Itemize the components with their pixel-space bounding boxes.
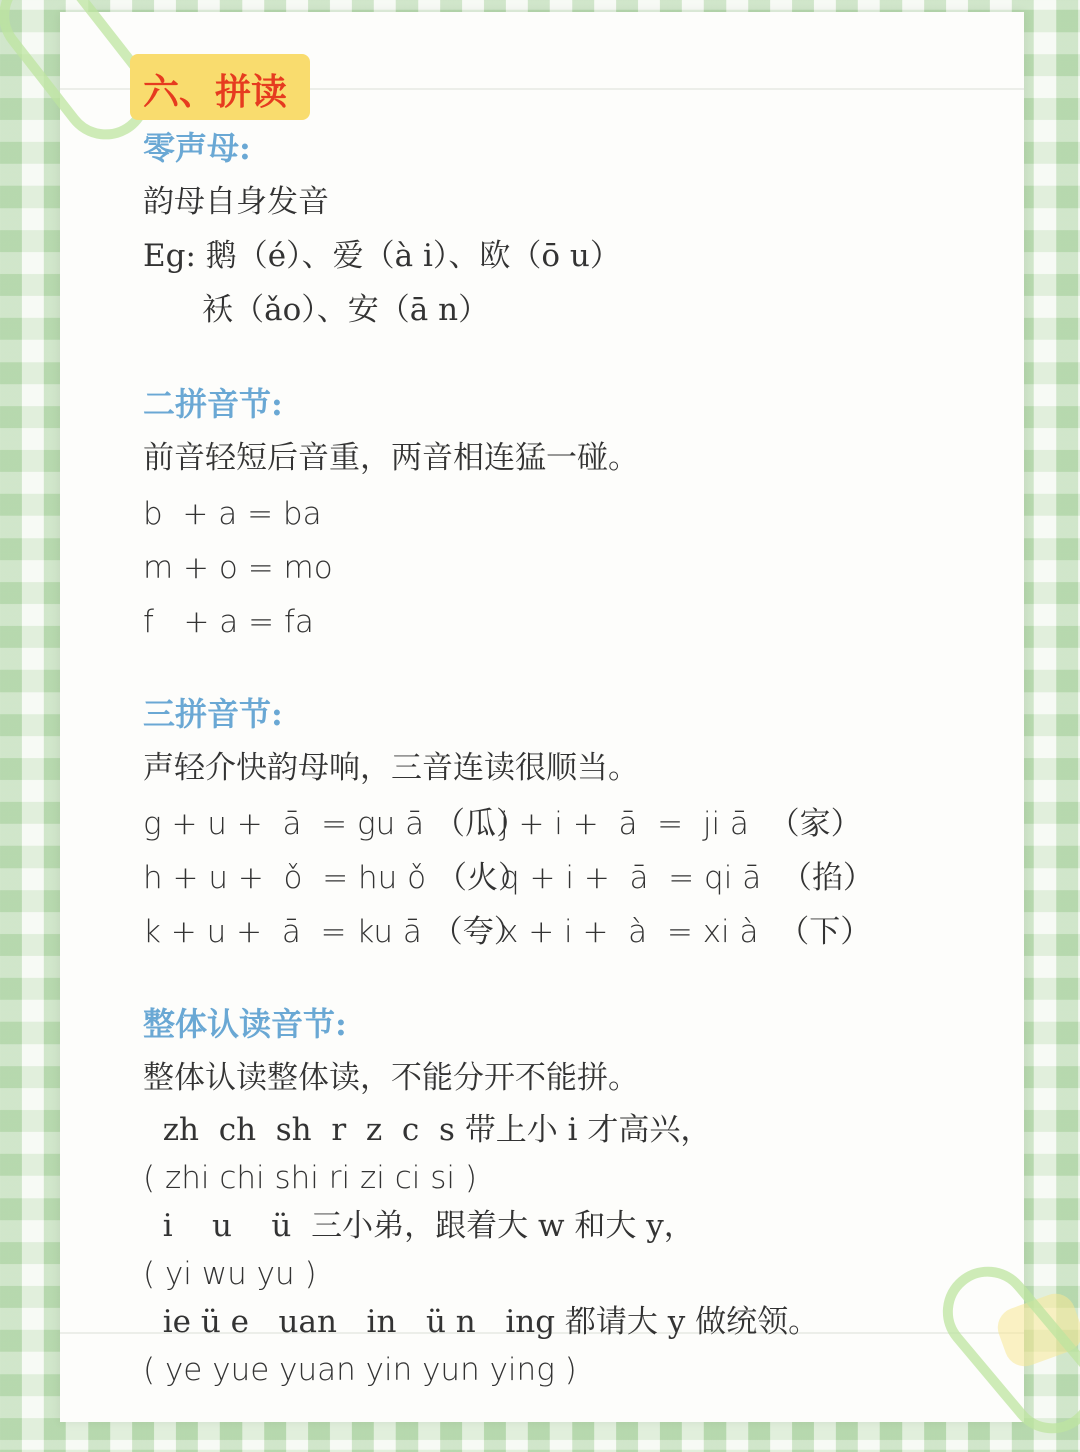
section-heading-zero-initial: 零声母: <box>143 129 251 167</box>
pinyin-formula: m + o = mo <box>143 550 333 586</box>
section-line: 前音轻短后音重，两音相连猛一碰。 <box>143 440 639 476</box>
pinyin-formula-right: j + i + ā = ji ā （家） <box>500 806 862 842</box>
section-line: 韵母自身发音 <box>143 184 329 220</box>
section-heading-three-syllable: 三拼音节: <box>143 695 283 733</box>
pinyin-formula-right: x + i + à = xi à （下） <box>500 914 872 950</box>
pinyin-formula: f + a = fa <box>143 604 314 640</box>
section-line: 声轻介快韵母响，三音连读很顺当。 <box>143 750 639 786</box>
pinyin-formula: b + a = ba <box>143 496 322 532</box>
pinyin-formula-left: h + u + ǒ = hu ǒ （火） <box>143 860 529 896</box>
syllable-list: ( ye yue yuan yin yun ying ) <box>143 1352 577 1388</box>
page-title: 六、拼读 <box>143 71 288 113</box>
pinyin-formula-left: g + u + ā = gu ā （瓜） <box>143 806 527 842</box>
section-heading-whole-syllable: 整体认读音节: <box>143 1005 347 1043</box>
section-line: Eg: 鹅（é）、爱（à i）、欧（ō u） <box>143 238 621 274</box>
section-line: 整体认读整体读，不能分开不能拼。 <box>143 1060 639 1096</box>
rhyme-line: zh ch sh r z c s 带上小 i 才高兴， <box>143 1112 712 1148</box>
rhyme-line: ie ü e uan in ü n ing 都请大 y 做统领。 <box>143 1304 820 1340</box>
section-heading-two-syllable: 二拼音节: <box>143 385 283 423</box>
syllable-list: ( zhi chi shi ri zi ci si ) <box>143 1160 477 1196</box>
syllable-list: ( yi wu yu ) <box>143 1256 317 1292</box>
rhyme-line: i u ü 三小弟，跟着大 w 和大 y， <box>143 1208 695 1244</box>
section-line: 袄（ǎo）、安（ā n） <box>143 292 490 328</box>
pinyin-formula-right: q + i + ā = qi ā （掐） <box>500 860 874 896</box>
pinyin-formula-left: k + u + ā = ku ā （夸） <box>143 914 525 950</box>
